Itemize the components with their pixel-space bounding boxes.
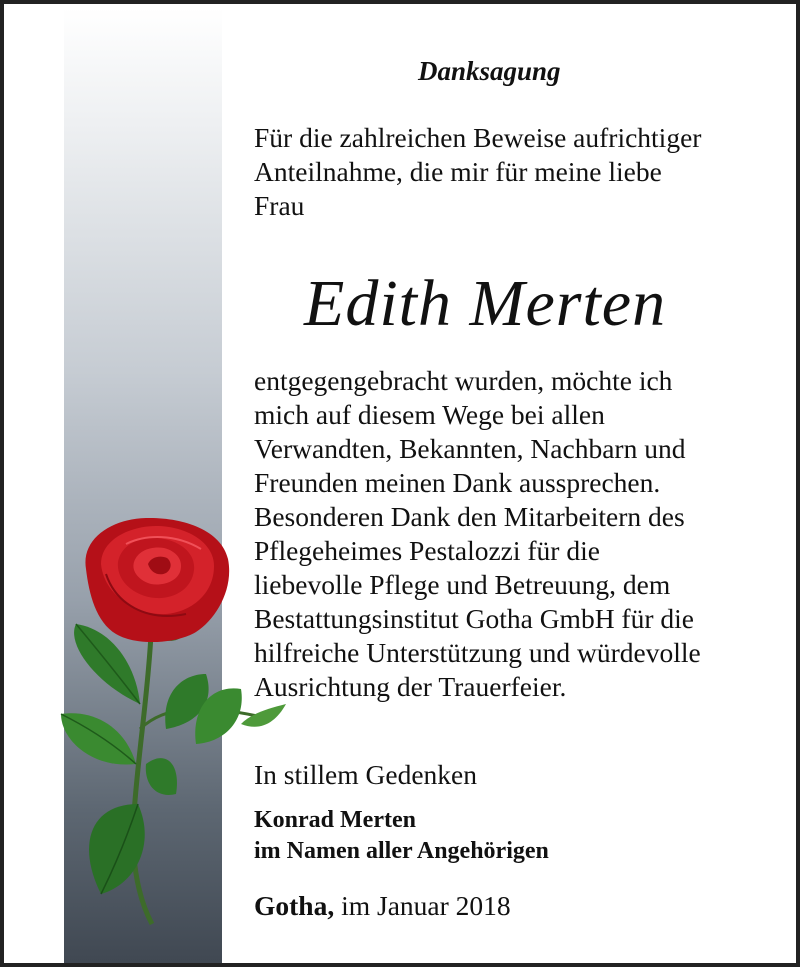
deceased-name: Edith Merten — [304, 267, 667, 340]
signer-name: Konrad Merten — [254, 807, 416, 833]
body-line: Freunden meinen Dank aussprechen. — [254, 467, 661, 498]
body-line: entgegengebracht wurden, möchte ich — [254, 365, 673, 396]
body-line: hilfreiche Unterstützung und würdevolle — [254, 637, 701, 668]
red-rose-icon — [56, 514, 286, 929]
body-paragraph — [254, 364, 701, 704]
signer-role: im Namen aller Angehörigen — [254, 838, 549, 864]
body-line: Pflegeheimes Pestalozzi für die — [254, 535, 600, 566]
place-date — [254, 890, 511, 922]
intro-line: Für die zahlreichen Beweise aufrichtiger — [254, 122, 702, 153]
closing-line: In stillem Gedenken — [254, 759, 477, 790]
body-line: mich auf diesem Wege bei allen — [254, 399, 605, 430]
date: im Januar 2018 — [341, 890, 511, 921]
body-line: liebevolle Pflege und Betreuung, dem — [254, 569, 671, 600]
intro-line: Frau — [254, 190, 305, 221]
body-line: Verwandten, Bekannten, Nachbarn und — [254, 433, 686, 464]
body-line: Besonderen Dank den Mitarbeitern des — [254, 501, 685, 532]
notice-heading: Danksagung — [418, 56, 561, 86]
place: Gotha, — [254, 890, 335, 921]
body-line: Ausrichtung der Trauerfeier. — [254, 671, 567, 702]
body-line: Bestattungsinstitut Gotha GmbH für die — [254, 603, 694, 634]
intro-paragraph — [254, 121, 701, 223]
intro-line: Anteilnahme, die mir für meine liebe — [254, 156, 662, 187]
